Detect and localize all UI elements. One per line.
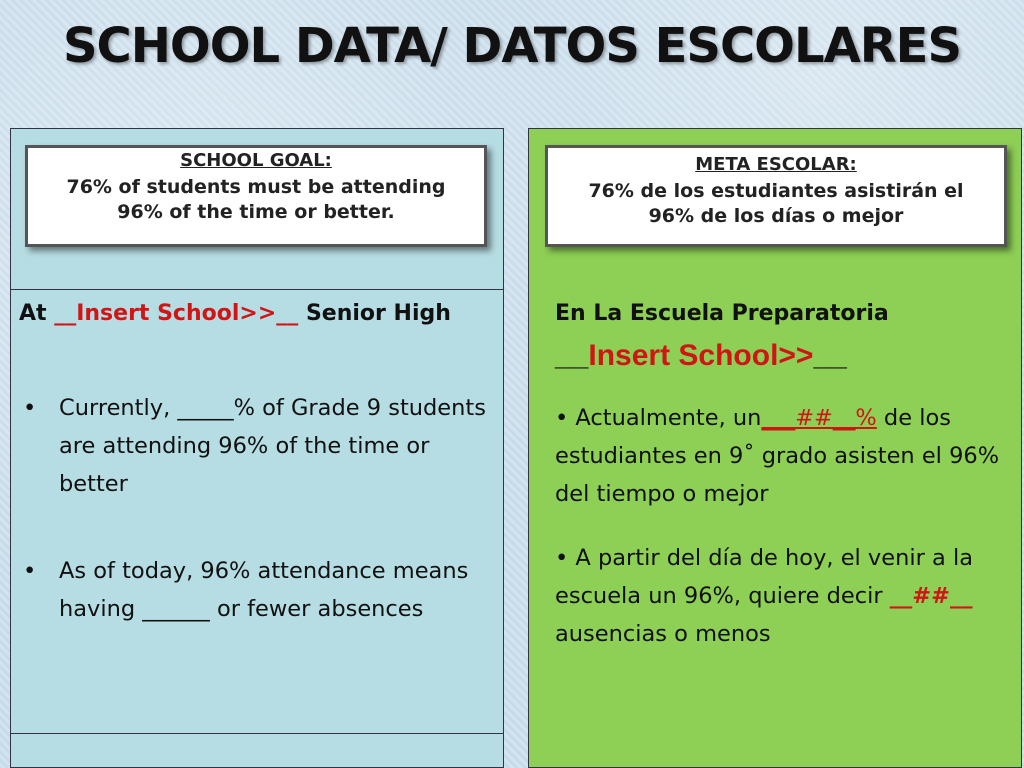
panel-divider [11,289,503,290]
placeholder-pre: __ [555,339,589,372]
placeholder-post: __ [813,339,847,372]
bullet-text: Currently, _____% of Grade 9 students are attending 96% of the time or better [59,395,486,497]
para2-suffix: ausencias o menos [555,621,771,647]
bullet-item-current [19,389,493,503]
school-name-line [19,301,499,326]
school-goal-heading: SCHOOL GOAL: [180,150,332,171]
spanish-panel [528,128,1022,768]
school-goal-text [28,175,484,225]
at-suffix: Senior High [298,301,451,326]
page-title: SCHOOL DATA/ DATOS ESCOLARES [62,18,962,74]
panel-bottom-divider [11,733,503,734]
school-goal-box [25,145,487,247]
para1-suffix: de los estudiantes en 9˚ grado asisten el 96% del tiempo o mejor [555,405,1000,507]
school-placeholder: __Insert School>>__ [54,301,299,326]
bullet-dot: • [23,558,37,584]
meta-escolar-text [548,179,1004,229]
school-goal-line2: 96% of the time or better. [117,201,395,223]
para2-blank: __##__ [889,583,973,609]
a-partir-paragraph [555,539,1009,653]
bullet-dot: • [23,395,37,421]
para1-blank: ___##__% [761,405,877,431]
actualmente-paragraph [555,399,1009,513]
escuela-school-placeholder [555,339,1015,373]
at-prefix: At [19,301,55,326]
bullet-text: As of today, 96% attendance means having ______ or fewer absences [59,558,469,622]
meta-escolar-line1: 76% de los estudiantes asistirán el [588,180,964,202]
meta-escolar-line2: 96% de los días o mejor [648,205,904,227]
school-placeholder: Insert School>> [588,339,814,372]
meta-escolar-heading: META ESCOLAR: [695,154,857,175]
para1-prefix: • Actualmente, un [555,405,762,431]
meta-escolar-box [545,145,1007,247]
para2-prefix: • A partir del día de hoy, el venir a la escuela un 96%, quiere decir [555,545,973,609]
school-goal-line1: 76% of students must be attending [66,176,446,198]
english-panel [10,128,504,768]
bullet-item-today [19,552,493,628]
escuela-heading: En La Escuela Preparatoria [555,301,889,326]
